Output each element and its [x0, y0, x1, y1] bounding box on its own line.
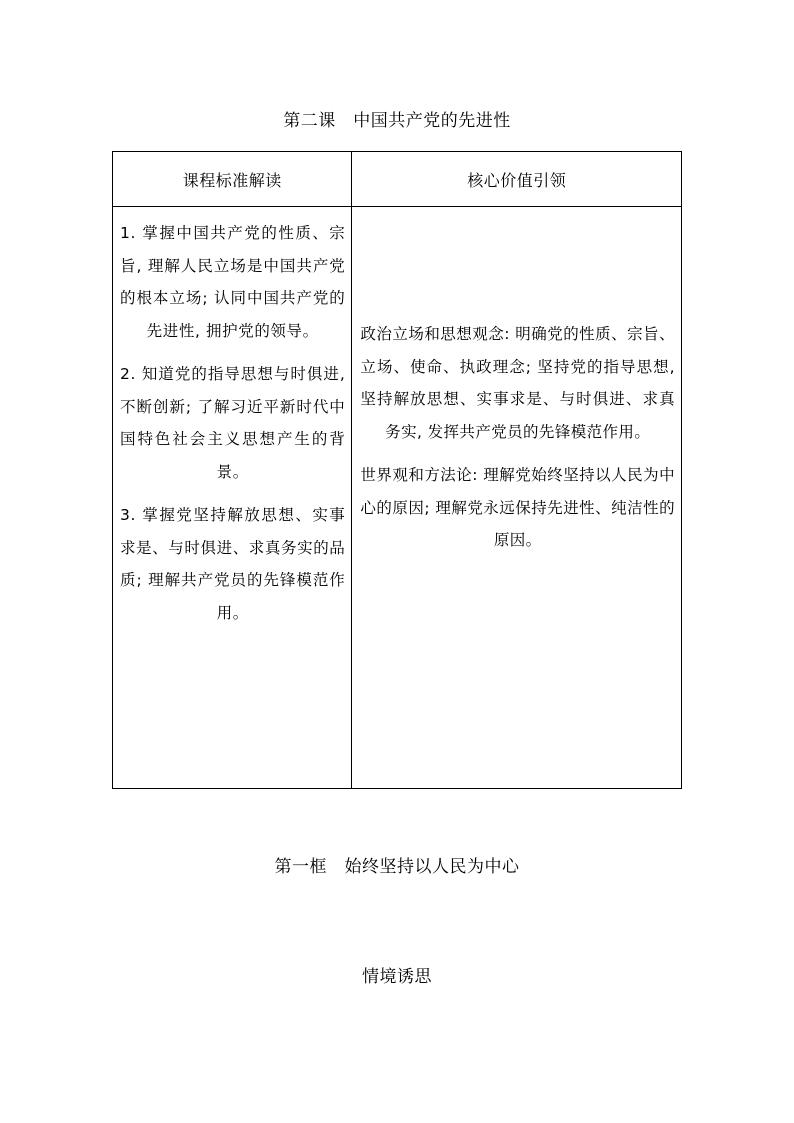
standard-item-1: 1. 掌握中国共产党的性质、宗旨, 理解人民立场是中国共产党的根本立场; 认同中国共产党的先进性, 拥护党的领导。	[120, 224, 346, 340]
header-core-values: 核心价值引领	[352, 152, 682, 207]
header-curriculum-standard: 课程标准解读	[113, 152, 352, 207]
curriculum-standard-cell	[113, 207, 352, 789]
scenario-title: 情境诱思	[362, 967, 432, 987]
lesson-title: 第二课 中国共产党的先进性	[283, 111, 511, 131]
core-value-political-stance: 政治立场和思想观念: 明确党的性质、宗旨、立场、使命、执政理念; 坚持党的指导思想, 坚持解放思想、实事求是、与时俱进、求真务实, 发挥共产党员的先锋模范作用。	[360, 325, 675, 441]
frame-title: 第一框 始终坚持以人民为中心	[274, 857, 520, 877]
core-value-worldview: 世界观和方法论: 理解党始终坚持以人民为中心的原因; 理解党永远保持先进性、纯洁性的原因。	[360, 466, 675, 550]
curriculum-table	[112, 151, 682, 789]
standard-item-2: 2. 知道党的指导思想与时俱进, 不断创新; 了解习近平新时代中国特色社会主义思想产生的背景。	[120, 365, 346, 481]
standard-item-3: 3. 掌握党坚持解放思想、实事求是、与时俱进、求真务实的品质; 理解共产党员的先锋模范作用。	[120, 506, 346, 622]
table-body-row	[113, 207, 682, 789]
table-header-row	[113, 152, 682, 207]
core-values-cell	[352, 207, 682, 789]
